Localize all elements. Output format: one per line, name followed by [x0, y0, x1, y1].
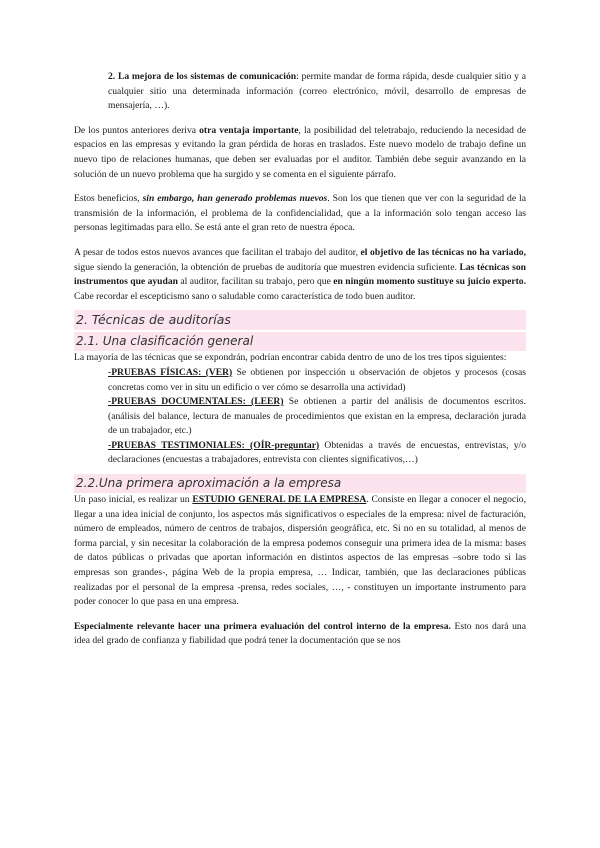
evidence-types-list: [74, 366, 526, 468]
paragraph-classification-intro: La mayoría de las técnicas que se expondrán, podrían encontrar cabida dentro de uno de los tres tipos siguientes:: [74, 352, 507, 364]
subsection-heading-classification: 2.1. Una clasificación general: [74, 332, 526, 351]
paragraph-telework: De los puntos anteriores deriva otra ventaja importante, la posibilidad del teletrabajo, reduciendo la necesidad de espacios en las empresas y evitando la gran pérdida de horas en traslados. Este nuevo modelo de trabajo define un nuevo tipo de relaciones humanas, que deben ser evaluadas por el auditor. También debe seguir avanzando en la solución de un nuevo problema que ha surgido y se comenta en el siguiente párrafo.: [74, 124, 526, 180]
paragraph-communication: 2. La mejora de los sistemas de comunicación: permite mandar de forma rápida, desde cualquier sitio y a cualquier sitio una determinada información (correo electrónico, móvil, desarrollo de empresas de mensajería, …).: [108, 71, 526, 112]
paragraph-objective: A pesar de todos estos nuevos avances que facilitan el trabajo del auditor, el objetivo de las técnicas no ha variado, sigue siendo la generación, la obtención de pruebas de auditoría que muestren evidencia suficiente. Las técnicas son instrumentos que ayudan al auditor, facilitan su trabajo, pero que en ningún momento sustituye su juicio experto. Cabe recordar el escepticismo sano o saludable como característica de todo buen auditor.: [74, 246, 526, 302]
paragraph-internal-control: Especialmente relevante hacer una primera evaluación del control interno de la empresa. Esto nos dará una idea del grado de confianza y fiabilidad que podrá tener la documentación que se nos: [74, 620, 526, 647]
section-heading-techniques: 2. Técnicas de auditorías: [74, 310, 526, 330]
list-item: -PRUEBAS TESTIMONIALES: (OÍR-preguntar) Obtenidas a través de encuestas, entrevistas, y/o declaraciones (encuestas a trabajadores, entrevista con clientes significativos,…): [108, 439, 526, 466]
paragraph-general-study: Un paso inicial, es realizar un ESTUDIO GENERAL DE LA EMPRESA. Consiste en llegar a conocer el negocio, llegar a una idea inicial de conjunto, los aspectos más significativos o especiales de la empresa: nivel de facturación, número de empleados, número de centros de trabajos, dispersión geográfica, etc. Si no en su totalidad, al menos de forma parcial, y sin necesitar la colaboración de la empresa podemos conseguir una primera idea de la misma: bases de datos públicas o privadas que aportan información en distintos aspectos de las empresas –sobre todo si las empresas son grandes-, página Web de la propia empresa, … Indicar, también, que las declaraciones públicas realizadas por el personal de la empresa -prensa, redes sociales, …, - constituyen un importante instrumento para poder conocer lo que pasa en una empresa.: [74, 494, 526, 608]
paragraph-security: Estos beneficios, sin embargo, han generado problemas nuevos. Son los que tienen que ver con la seguridad de la transmisión de la información, el problema de la confidencialidad, que a la información solo tengan acceso las personas legitimadas para ello. Se está ante el gran reto de nuestra época.: [74, 193, 526, 234]
list-item: -PRUEBAS FÍSICAS: (VER) Se obtienen por inspección u observación de objetos y procesos (cosas concretas como ver in situ un edificio o ver cómo se desarrolla una actividad): [108, 366, 526, 393]
list-item: -PRUEBAS DOCUMENTALES: (LEER) Se obtienen a partir del análisis de documentos escritos. (análisis del balance, lectura de manuales de procedimientos que existan en la empresa, declaración jurada de un trabajador, etc.): [108, 396, 526, 437]
subsection-heading-approach: 2.2.Una primera aproximación a la empresa: [74, 474, 526, 493]
paragraph-lead: 2. La mejora de los sistemas de comunicación: [108, 71, 297, 82]
